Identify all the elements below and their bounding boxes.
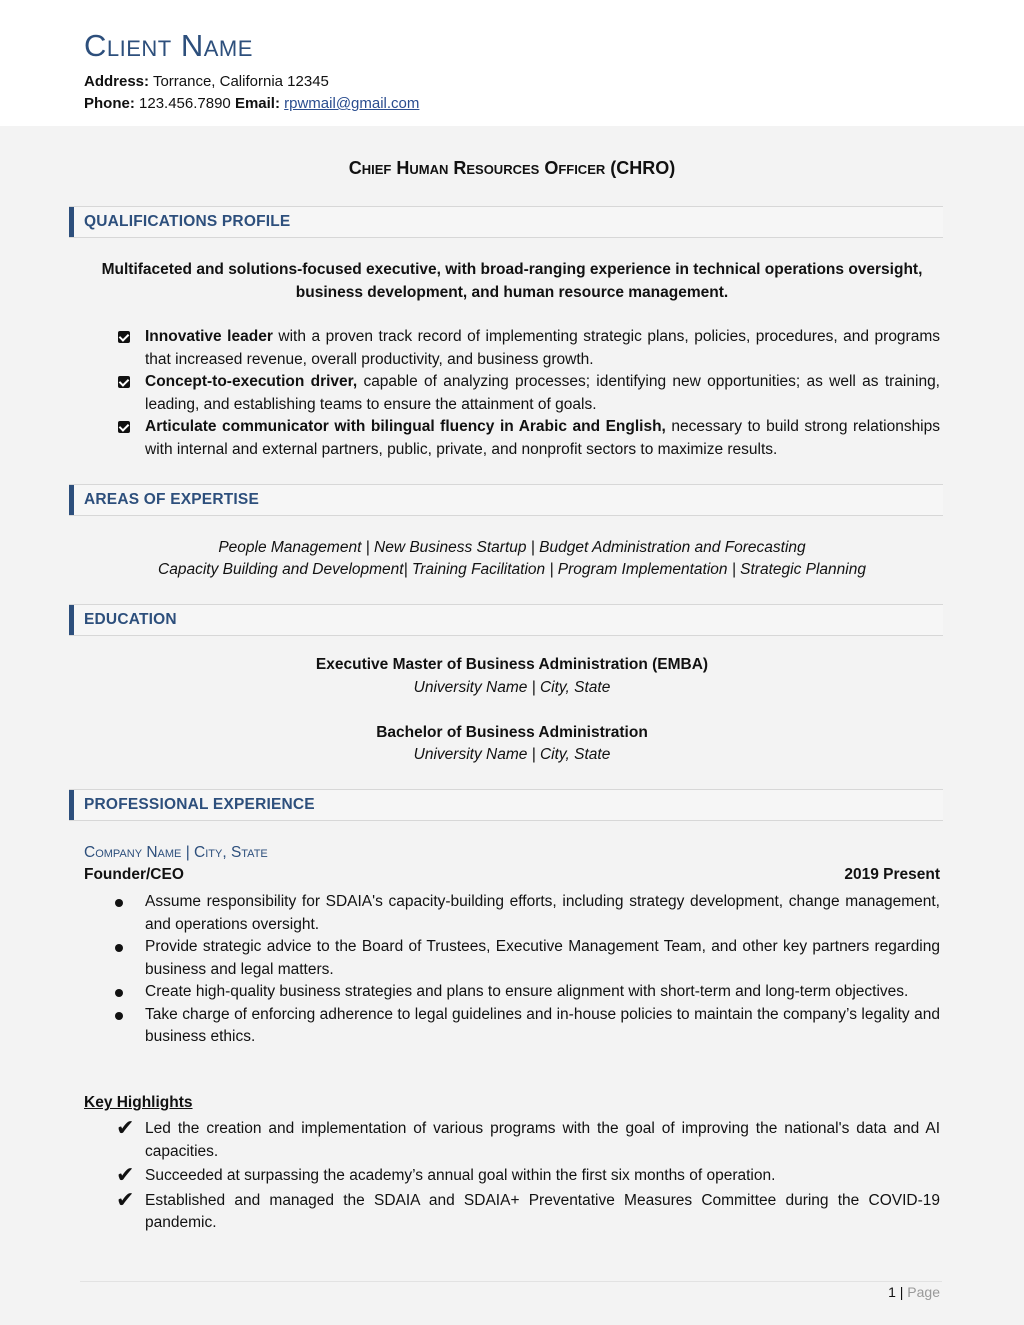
checkbox-icon bbox=[118, 331, 130, 343]
footer-divider bbox=[80, 1281, 942, 1282]
expertise-line-1: People Management | New Business Startup | Budget Administration and Forecasting bbox=[218, 539, 806, 556]
highlights-list bbox=[112, 1115, 940, 1235]
checkbox-icon bbox=[118, 421, 130, 433]
bullet-text: Provide strategic advice to the Board of Trustees, Executive Management Team, and other key partners regarding business and legal matters. bbox=[145, 938, 940, 978]
bullet-lead: Concept-to-execution driver, bbox=[145, 373, 358, 390]
bullet-text: Established and managed the SDAIA and SDAIA+ Preventative Measures Committee during the COVID-19 pandemic. bbox=[145, 1191, 940, 1231]
bullet-text: Succeeded at surpassing the academy’s annual goal within the first six months of operation. bbox=[145, 1167, 776, 1184]
checkbox-icon bbox=[118, 376, 130, 388]
section-title: QUALIFICATIONS PROFILE bbox=[84, 213, 291, 230]
email-link[interactable]: rpwmail@gmail.com bbox=[284, 95, 420, 112]
responsibilities-list bbox=[112, 891, 940, 1049]
address-value: Torrance, California 12345 bbox=[152, 73, 329, 90]
expertise-line-2: Capacity Building and Development| Training Facilitation | Program Implementation | Strategic Planning bbox=[158, 561, 866, 578]
list-item bbox=[112, 981, 940, 1004]
bullet-text: Create high-quality business strategies and plans to ensure alignment with short-term and long-term objectives. bbox=[145, 983, 909, 1000]
section-experience bbox=[69, 789, 943, 821]
role-dates: 2019 Present bbox=[844, 866, 940, 883]
list-item bbox=[112, 936, 940, 981]
page-number: 1 bbox=[888, 1284, 896, 1300]
client-name: Client Name bbox=[84, 28, 253, 63]
bullet-dot-icon bbox=[115, 899, 123, 907]
section-qualifications bbox=[69, 206, 943, 238]
section-accent-bar bbox=[69, 207, 74, 237]
qualifications-summary: Multifaceted and solutions-focused executive, with broad-ranging experience in technical operations oversight, business development, and human resource management. bbox=[101, 261, 923, 301]
list-item bbox=[112, 1115, 940, 1163]
section-title: AREAS OF EXPERTISE bbox=[84, 491, 259, 508]
section-accent-bar bbox=[69, 485, 74, 515]
list-item bbox=[112, 371, 940, 416]
phone-email-line bbox=[84, 95, 419, 112]
list-item bbox=[112, 1162, 940, 1188]
bullet-dot-icon bbox=[115, 1012, 123, 1020]
bullet-text: capable of analyzing processes; identifying new opportunities; as well as training, leading, and establishing teams to ensure the attainment of goals. bbox=[145, 373, 940, 413]
bullet-text: with a proven track record of implementing strategic plans, policies, procedures, and programs that increased revenue, overall productivity, and business growth. bbox=[145, 328, 940, 368]
bullet-lead: Articulate communicator with bilingual fluency in Arabic and English, bbox=[145, 418, 666, 435]
list-item bbox=[112, 1186, 940, 1235]
job-title: Chief Human Resources Officer (CHRO) bbox=[348, 158, 676, 178]
phone-value: 123.456.7890 bbox=[139, 95, 231, 112]
role-title: Founder/CEO bbox=[84, 866, 184, 883]
bullet-text: necessary to build strong relationships with internal and external partners, public, private, and nonprofit sectors to maximize results. bbox=[145, 418, 940, 458]
bullet-lead: Innovative leader bbox=[145, 328, 273, 345]
list-item bbox=[112, 891, 940, 936]
page-separator: | bbox=[899, 1284, 904, 1300]
checkmark-icon: ✔ bbox=[116, 1115, 135, 1140]
bullet-text: Assume responsibility for SDAIA's capacity-building efforts, including strategy development, change management, and operations oversight. bbox=[145, 893, 940, 933]
bullet-text: Take charge of enforcing adherence to legal guidelines and in-house policies to maintain the company’s legality and business ethics. bbox=[145, 1005, 940, 1045]
address-line bbox=[84, 73, 329, 90]
resume-header bbox=[0, 0, 1024, 126]
page-label: Page bbox=[907, 1284, 940, 1300]
checkmark-icon: ✔ bbox=[116, 1186, 135, 1212]
school-line: University Name | City, State bbox=[413, 746, 611, 763]
phone-label: Phone: bbox=[84, 95, 135, 112]
role-line bbox=[84, 866, 940, 884]
email-label: Email: bbox=[234, 95, 280, 112]
degree-title: Bachelor of Business Administration bbox=[376, 724, 648, 741]
company-line: Company Name | City, State bbox=[84, 844, 268, 861]
degree-title: Executive Master of Business Administration (EMBA) bbox=[315, 656, 709, 673]
address-label: Address: bbox=[84, 73, 150, 90]
list-item bbox=[112, 416, 940, 461]
bullet-dot-icon bbox=[115, 944, 123, 952]
section-expertise bbox=[69, 484, 943, 516]
section-title: EDUCATION bbox=[84, 611, 177, 628]
bullet-text: Led the creation and implementation of various programs with the goal of improving the national's data and AI capacities. bbox=[145, 1120, 940, 1160]
checkmark-icon: ✔ bbox=[116, 1162, 135, 1187]
section-accent-bar bbox=[69, 790, 74, 820]
qualifications-list bbox=[112, 326, 940, 461]
section-accent-bar bbox=[69, 605, 74, 635]
list-item bbox=[112, 1004, 940, 1049]
bullet-dot-icon bbox=[115, 989, 123, 997]
page-footer bbox=[888, 1284, 940, 1300]
section-title: PROFESSIONAL EXPERIENCE bbox=[84, 796, 315, 813]
school-line: University Name | City, State bbox=[413, 679, 611, 696]
key-highlights-title: Key Highlights bbox=[84, 1094, 193, 1111]
list-item bbox=[112, 326, 940, 371]
section-education bbox=[69, 604, 943, 636]
